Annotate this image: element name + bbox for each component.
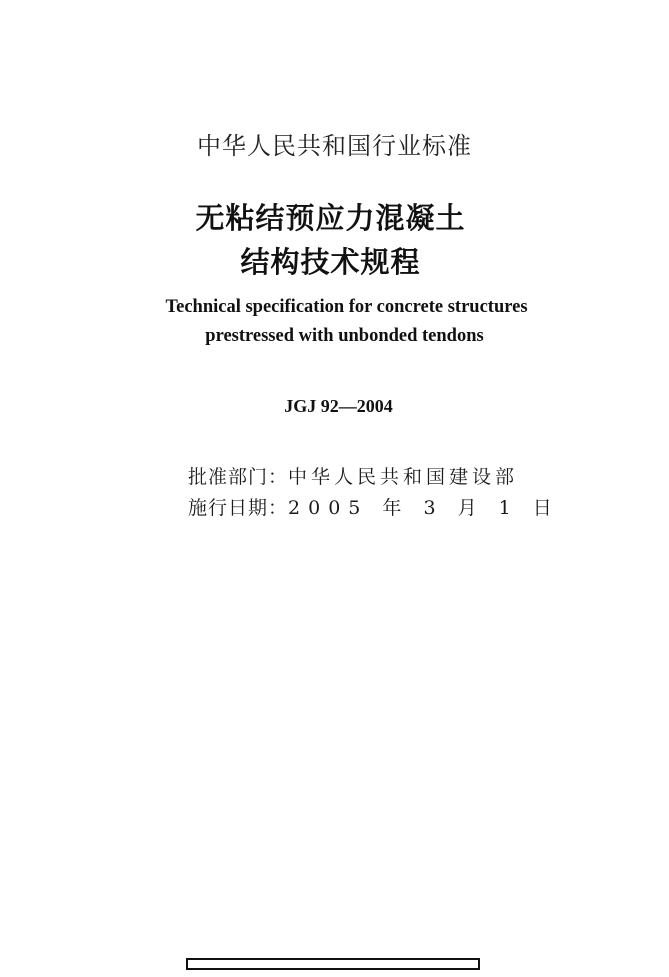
title-chinese-line-2: 结构技术规程 (240, 245, 421, 279)
title-english-line-1: Technical specification for concrete structures (165, 297, 528, 317)
standard-category-heading: 中华人民共和国行业标准 (197, 132, 472, 160)
approval-row (188, 462, 560, 493)
approval-value: 中华人民共和国建设部 (288, 466, 519, 488)
effective-date-label: 施行日期： (188, 497, 289, 519)
effective-date-row (188, 493, 560, 524)
approval-label: 批准部门： (188, 466, 289, 488)
title-english-line-2: prestressed with unbonded tendons (205, 326, 484, 346)
bottom-frame-box (186, 958, 480, 970)
publication-info (188, 462, 560, 524)
standard-code: JGJ 92—2004 (284, 396, 393, 416)
title-chinese-line-1: 无粘结预应力混凝土 (195, 201, 466, 235)
effective-date-value: 2005 年 3 月 1 日 (288, 497, 560, 519)
